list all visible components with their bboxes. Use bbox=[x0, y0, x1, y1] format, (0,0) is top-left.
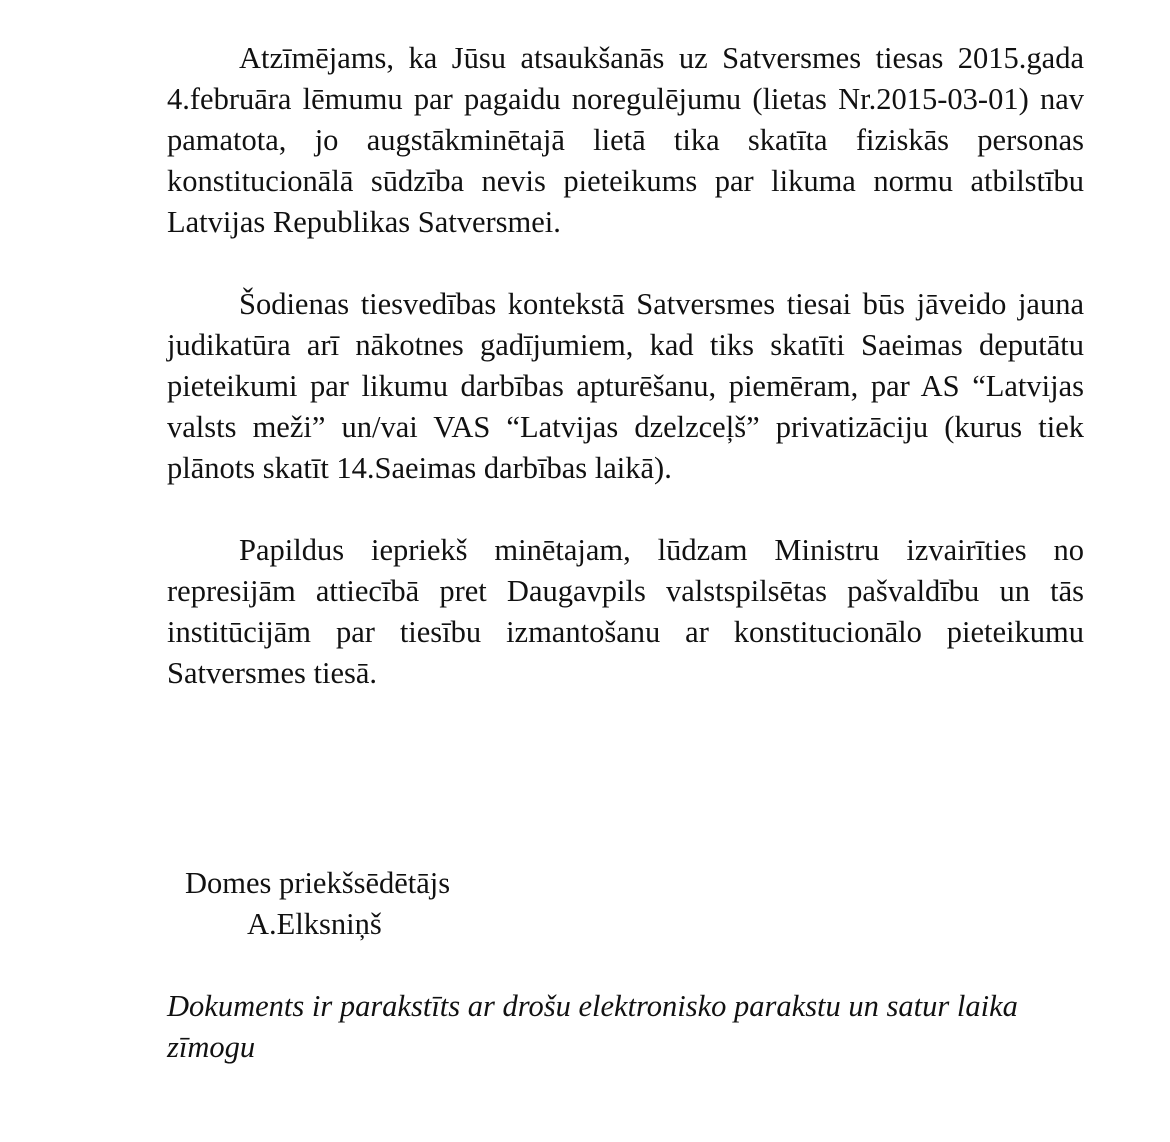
paragraph-1: Atzīmējams, ka Jūsu atsaukšanās uz Satversmes tiesas 2015.gada 4.februāra lēmumu par pagaidu noregulējumu (lietas Nr.2015-03-01) nav pamatota, jo augstākminētajā lietā tika skatīta fiziskās personas konstitucionālā sūdzība nevis pieteikums par likuma normu atbilstību Latvijas Republikas Satversmei. bbox=[167, 41, 1084, 239]
paragraph-3: Papildus iepriekš minētajam, lūdzam Ministru izvairīties no represijām attiecībā pret Daugavpils valstspilsētas pašvaldību un tās institūcijām par tiesību izmantošanu ar konstitucionālo pieteikumu Satversmes tiesā. bbox=[167, 533, 1084, 690]
signature-block bbox=[185, 863, 450, 945]
signature-title: Domes priekšsēdētājs bbox=[185, 866, 451, 900]
signature-name: A.Elksniņš bbox=[247, 907, 382, 941]
paragraph-2: Šodienas tiesvedības kontekstā Satversmes tiesai būs jāveido jauna judikatūra arī nākotnes gadījumiem, kad tiks skatīti Saeimas deputātu pieteikumi par likumu darbības apturēšanu, piemēram, par AS “Latvijas valsts meži” un/vai VAS “Latvijas dzelzceļš” privatizāciju (kurus tiek plānots skatīt 14.Saeimas darbības laikā). bbox=[167, 287, 1084, 485]
document-body bbox=[167, 38, 1084, 694]
electronic-signature-note: Dokuments ir parakstīts ar drošu elektronisko parakstu un satur laika zīmogu bbox=[167, 989, 1018, 1064]
